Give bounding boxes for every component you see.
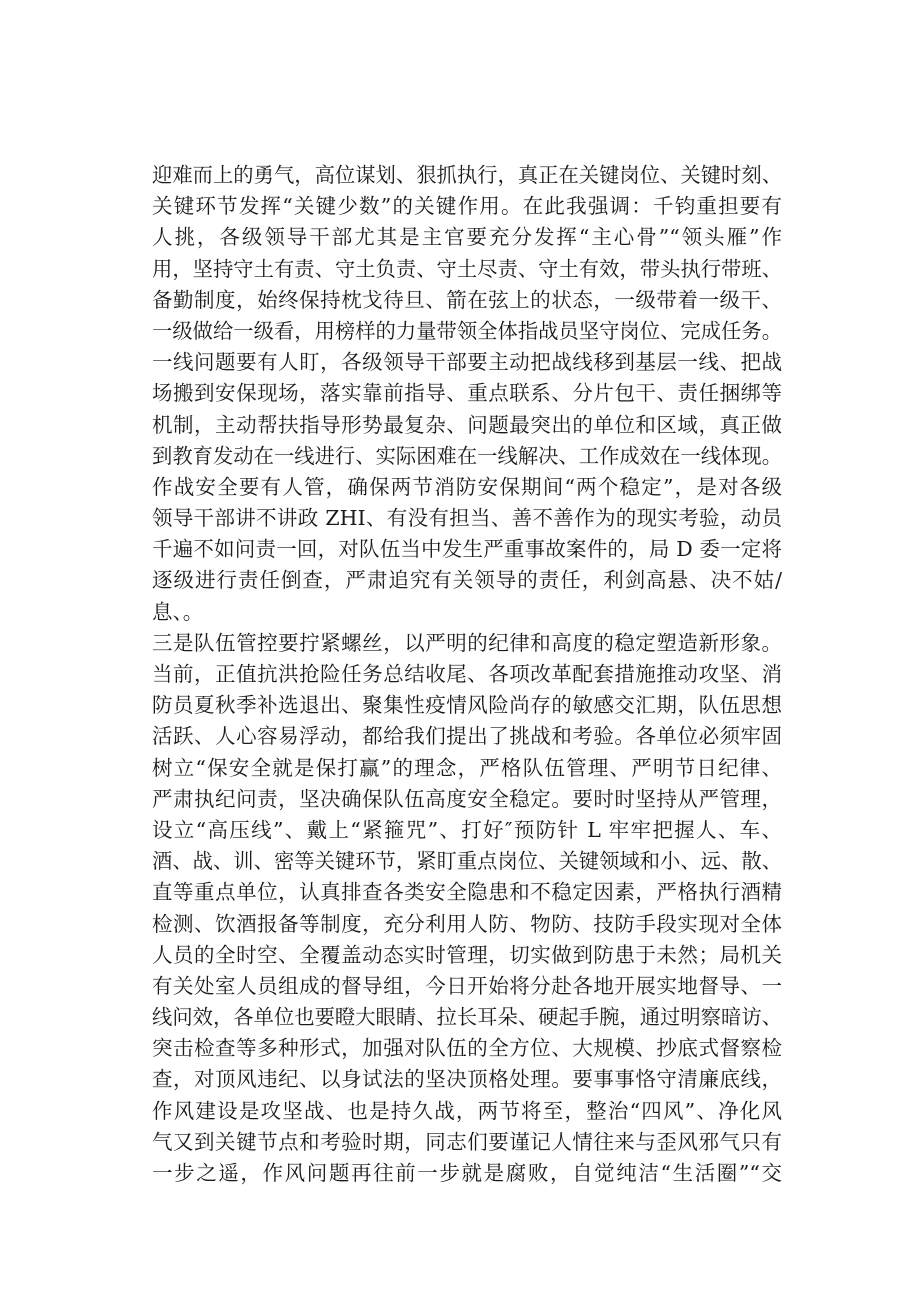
text-line: 线问效，各单位也要瞪大眼睛、拉长耳朵、硬起手腕，通过明察暗访、: [152, 1005, 782, 1030]
text-line: 关键环节发挥“关键少数”的关键作用。在此我强调：千钧重担要有: [152, 194, 782, 219]
text-line: 人挑，各级领导干部尤其是主官要充分发挥“主心骨”“领头雁”作: [152, 225, 782, 250]
text-line: 突击检查等多种形式，加强对队伍的全方位、大规模、抄底式督察检: [152, 1036, 782, 1061]
text-line: 人员的全时空、全覆盖动态实时管理，切实做到防患于未然；局机关: [152, 942, 782, 967]
text-line: 防员夏秋季补选退出、聚集性疫情风险尚存的敏感交汇期，队伍思想: [152, 693, 782, 718]
text-line: 作战安全要有人管，确保两节消防安保期间“两个稳定”，是对各级: [152, 474, 782, 499]
text-line: 到教育发动在一线进行、实际困难在一线解决、工作成效在一线体现。: [152, 443, 782, 468]
text-line: 场搬到安保现场，落实靠前指导、重点联系、分片包干、责任捆绑等: [152, 381, 782, 406]
text-line: 息、。: [152, 599, 204, 624]
text-line: 三是队伍管控要拧紧螺丝，以严明的纪律和高度的稳定塑造新形象。: [152, 630, 782, 655]
text-line: 千遍不如问责一回，对队伍当中发生严重事故案件的，局 D 委一定将: [152, 537, 782, 562]
text-line: 备勤制度，始终保持枕戈待旦、箭在弦上的状态，一级带着一级干、: [152, 287, 782, 312]
text-line: 一级做给一级看，用榜样的力量带领全体指战员坚守岗位、完成任务。: [152, 318, 782, 343]
text-line: 一线问题要有人盯，各级领导干部要主动把战线移到基层一线、把战: [152, 350, 782, 375]
text-line: 作风建设是攻坚战、也是持久战，两节将至，整治“四风”、净化风: [152, 1098, 782, 1123]
text-line: 领导干部讲不讲政 ZHI、有没有担当、善不善作为的现实考验，动员: [152, 506, 782, 531]
text-line: 直等重点单位，认真排查各类安全隐患和不稳定因素，严格执行酒精: [152, 880, 782, 905]
text-line: 活跃、人心容易浮动，都给我们提出了挑战和考验。各单位必须牢固: [152, 724, 782, 749]
text-line: 树立“保安全就是保打赢”的理念，严格队伍管理、严明节日纪律、: [152, 755, 782, 780]
body-text: [152, 160, 782, 1189]
text-line: 设立“高压线”、戴上“紧箍咒”、打好″预防针 L 牢牢把握人、车、: [152, 817, 782, 842]
text-line: 严肃执纪问责，坚决确保队伍高度安全稳定。要时时坚持从严管理，: [152, 786, 782, 811]
text-line: 一步之遥，作风问题再往前一步就是腐败，自觉纯洁“生活圈”“交: [152, 1161, 782, 1185]
text-line: 查，对顶风违纪、以身试法的坚决顶格处理。要事事恪守清廉底线，: [152, 1067, 782, 1092]
text-line: 机制，主动帮扶指导形势最复杂、问题最突出的单位和区域，真正做: [152, 412, 782, 437]
text-line: 酒、战、训、密等关键环节，紧盯重点岗位、关键领域和小、远、散、: [152, 849, 782, 874]
text-line: 气又到关键节点和考验时期，同志们要谨记人情往来与歪风邪气只有: [152, 1129, 782, 1154]
text-line: 用，坚持守土有责、守土负责、守土尽责、守土有效，带头执行带班、: [152, 256, 782, 281]
text-line: 迎难而上的勇气，高位谋划、狠抓执行，真正在关键岗位、关键时刻、: [152, 163, 782, 187]
text-line: 检测、饮酒报备等制度，充分利用人防、物防、技防手段实现对全体: [152, 911, 782, 936]
text-line: 当前，正值抗洪抢险任务总结收尾、各项改革配套措施推动攻坚、消: [152, 662, 782, 686]
text-line: 逐级进行责任倒查，严肃追究有关领导的责任，利剑高悬、决不姑/: [152, 568, 782, 593]
text-line: 有关处室人员组成的督导组，今日开始将分赴各地开展实地督导、一: [152, 973, 782, 998]
